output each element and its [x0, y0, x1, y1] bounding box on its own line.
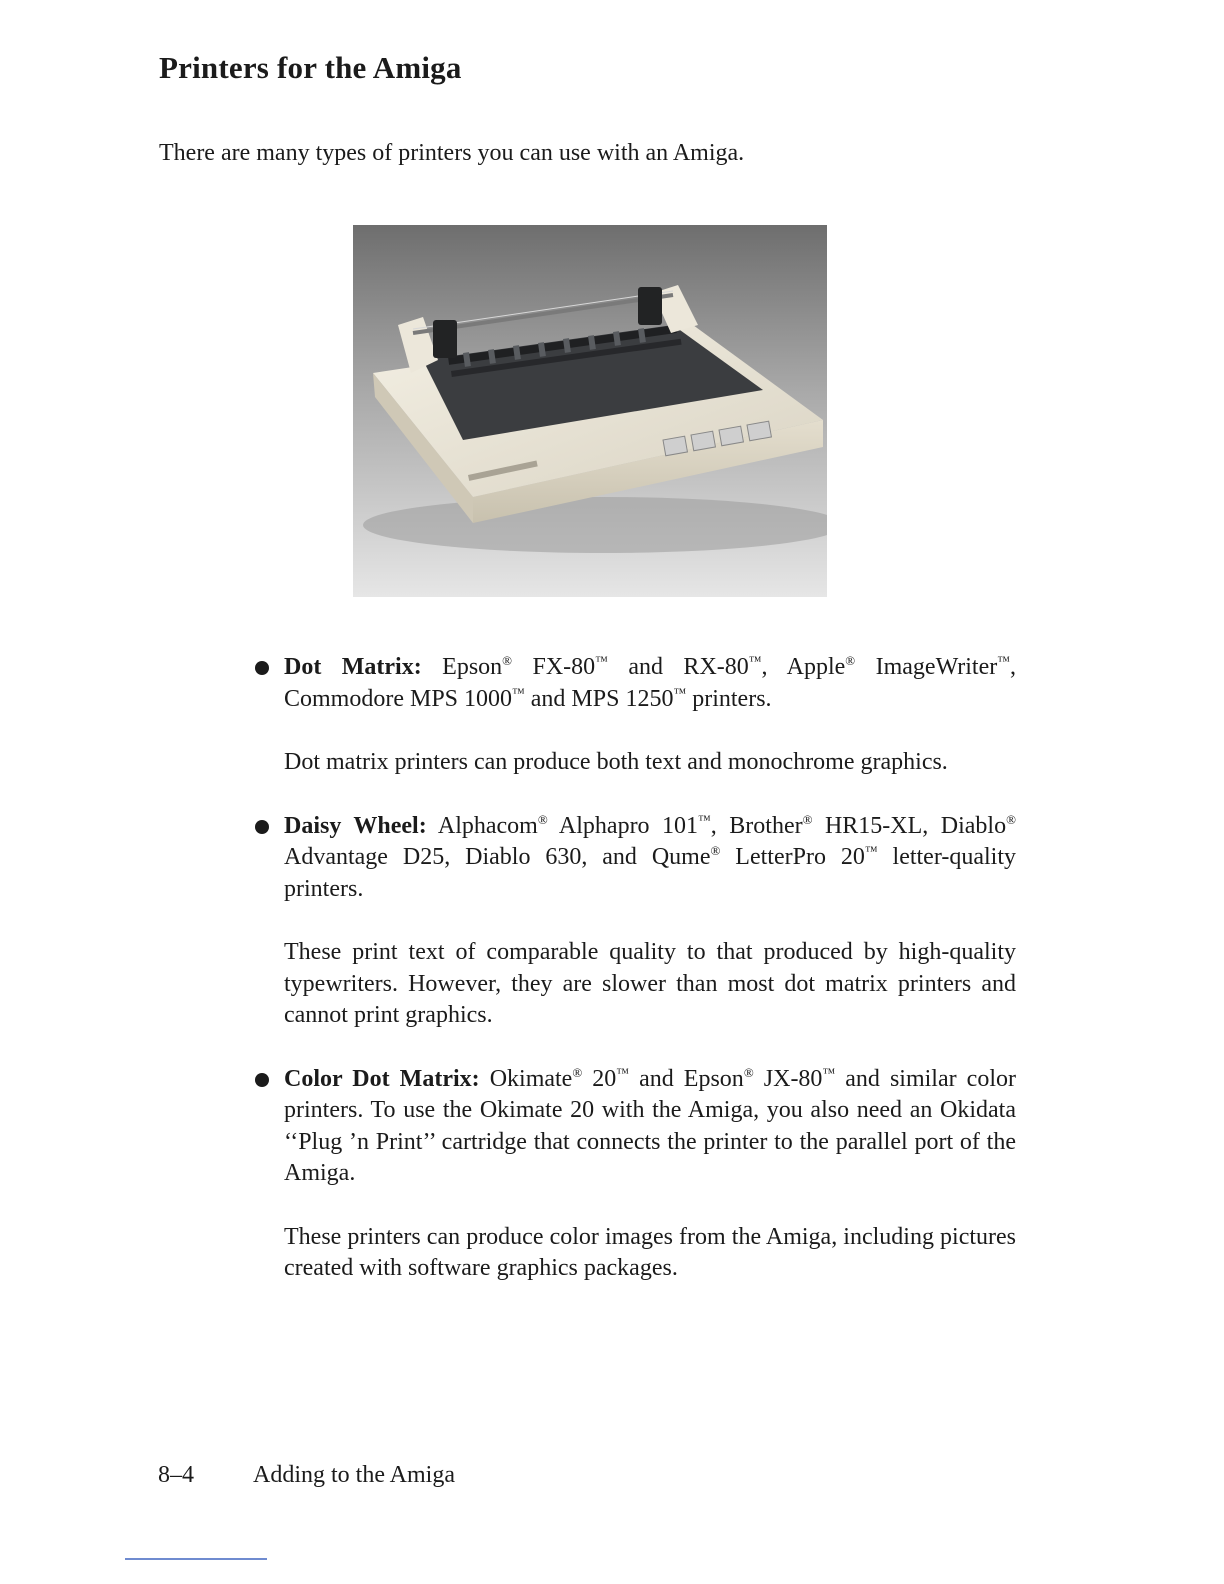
- printer-list: [250, 652, 1016, 1285]
- daisy-wheel-heading: Daisy Wheel:: [284, 812, 427, 839]
- color-dot-matrix-models: Color Dot Matrix: Okimate® 20™ and Epson® JX-80™ and similar color printers. To use the Okimate 20 with the Amiga, you also need an Okidata ‘‘Plug ’n Print’’ cartridge that connects the printer to the parallel port of the Amiga.: [284, 1064, 1016, 1186]
- scan-artifact-line: [125, 1558, 267, 1560]
- daisy-wheel-note: These print text of comparable quality to that produced by high-quality typewriters. However, they are slower than most dot matrix printers and cannot print graphics.: [284, 939, 1016, 1028]
- list-item-daisy-wheel: [250, 811, 1016, 1032]
- dot-matrix-models: Dot Matrix: Epson® FX-80™ and RX-80™, Apple® ImageWriter™, Commodore MPS 1000™ and MPS 1250™ printers.: [284, 653, 1016, 712]
- page-number: 8–4: [158, 1462, 194, 1488]
- printer-illustration: [353, 225, 827, 597]
- dot-matrix-note: Dot matrix printers can produce both text and monochrome graphics.: [284, 749, 948, 775]
- bullet-icon: [255, 661, 269, 675]
- color-dot-matrix-heading: Color Dot Matrix:: [284, 1065, 480, 1092]
- left-tractor: [433, 320, 457, 358]
- bullet-icon: [255, 1073, 269, 1087]
- bullet-icon: [255, 820, 269, 834]
- daisy-wheel-models: Daisy Wheel: Alphacom® Alphapro 101™, Brother® HR15-XL, Diablo® Advantage D25, Diablo 630, and Qume® LetterPro 20™ letter-quality printers.: [284, 811, 1016, 902]
- printer-photo: [353, 225, 827, 597]
- intro-text: There are many types of printers you can use with an Amiga.: [159, 140, 745, 166]
- color-dot-matrix-note: These printers can produce color images from the Amiga, including pictures created with software graphics packages.: [284, 1223, 1016, 1281]
- list-item-dot-matrix: [250, 652, 1016, 779]
- running-footer: Adding to the Amiga: [253, 1462, 455, 1488]
- right-tractor: [638, 287, 662, 325]
- list-item-color-dot-matrix: [250, 1064, 1016, 1285]
- page-title: Printers for the Amiga: [159, 50, 462, 85]
- dot-matrix-heading: Dot Matrix:: [284, 654, 422, 680]
